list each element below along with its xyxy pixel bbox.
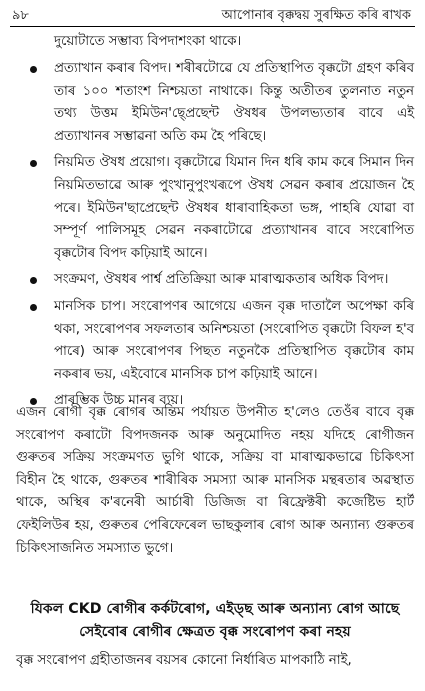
page-number: ৯৮ bbox=[12, 8, 29, 23]
running-title: আপোনাৰ বৃক্কদ্বয় সুৰক্ষিত কৰি ৰাখক bbox=[221, 8, 411, 23]
bullet-icon bbox=[30, 304, 37, 311]
list-item-text: মানসিক চাপ। সংৰোপণৰ আগেয়ে এজন বৃক্ক দাতালৈ অপেক্ষা কৰি থকা, সংৰোপণৰ সফলতাৰ অনিশ্চয়তা (সংৰোপিত বৃক্কটো বিফল হ'ব পাৰে) আৰু সংৰোপণৰ পিছত নতুনকৈ প্ৰতিস্থাপিত বৃক্কটোৰ কাম নকৰাৰ ভয়, এইবোৰে মানসিক চাপ কঢ়িয়াই আনে। bbox=[54, 298, 414, 382]
list-item-text: প্ৰত্যাখান কৰাৰ বিপদ। শৰীৰটোৱে যে প্ৰতিস্থাপিত বৃক্কটো গ্ৰহণ কৰিব তাৰ ১০০ শতাংশ নিশ্চয়তা নাথাকে। কিন্তু অতীতৰ তুলনাত নতুন তথ্য উত্তম ইমিউন'ছ্প্ৰেছেন্ট ঔষধৰ উপলভ্যতাৰ বাবে এই প্ৰত্যাখানৰ সম্ভাৱনা অতি কম হৈ পৰিছে। bbox=[54, 61, 414, 144]
last-line-text: বৃক্ক সংৰোপণ গ্ৰহীতাজনৰ বয়সৰ কোনো নিৰ্ধাৰিত মাপকাঠি নাই, bbox=[16, 653, 352, 668]
body-paragraph: এজন ৰোগী বৃক্ক ৰোগৰ অন্তিম পৰ্যায়ত উপনীত হ'লেও তেওঁৰ বাবে বৃক্ক সংৰোপণ কৰাটো বিপদজনক আৰু অনুমোদিত নহয় যদিহে ৰোগীজন গুৰুতৰ সক্ৰিয় সংক্ৰমণত ভুগি থাকে, সক্ৰিয় বা মাৰাত্মকভাৱে চিকিৎসা বিহীন হৈ থাকে, গুৰুতৰ শাৰীৰিক সমস্যা আৰু মানসিক মন্থৰতাৰ অৱস্থাত থাকে, অস্থিৰ ক'ৰনেৰী আৰ্চাৰী ডিজিজ বা ৰিফ্ৰেক্টৰী কজেষ্টিভ হাৰ্ট ফেইলিউৰ হয়, গুৰুতৰ পেৰিফেৰেল ভাছকুলাৰ ৰোগ আৰু অন্যান্য গুৰুতৰ চিকিৎসাজনিত সমস্যাত ভুগে। bbox=[16, 405, 414, 556]
list-item bbox=[20, 296, 414, 386]
bullet-icon bbox=[30, 277, 37, 284]
list-item-text: নিয়মিত ঔষধ প্ৰয়োগ। বৃক্কটোৱে যিমান দিন ধৰি কাম কৰে সিমান দিন নিয়মিতভাৱে আৰু পুংখানুপুংখৰূপে ঔষধ সেৱন কৰাৰ প্ৰয়োজন হৈ পৰে। ইমিউন'ছাপ্ৰেছেন্ট ঔষধৰ ধাৰাবাহিকতা ভঙ্গ, পাহৰি যোৱা বা সম্পূৰ্ণ পালিসমূহ সেৱন নকৰাটোৱে প্ৰত্যাখানৰ বাবে সংৰোপিত বৃক্কটোৰ বিপদ কঢ়িয়াই আনে। bbox=[54, 155, 414, 261]
list-item bbox=[20, 269, 414, 292]
list-item-text: সংক্ৰমণ, ঔষধৰ পাৰ্শ্ব প্ৰতিক্ৰিয়া আৰু মাৰাত্মকতাৰ অধিক বিপদ। bbox=[54, 272, 389, 288]
list-item bbox=[20, 152, 414, 265]
risk-list bbox=[20, 58, 414, 417]
list-item bbox=[20, 58, 414, 148]
bullet-icon bbox=[30, 66, 37, 73]
bullet-icon bbox=[30, 160, 37, 167]
page-header bbox=[10, 6, 415, 27]
continuation-text: দুয়োটাতে সম্ভাব্য বিপদাশংকা থাকে। bbox=[54, 34, 242, 49]
section-heading: যিকল CKD ৰোগীৰ কৰ্কটৰোগ, এইড্ছ আৰু অন্যান্য ৰোগ আছে সেইবোৰ ৰোগীৰ ক্ষেত্ৰত বৃক্ক সংৰোপণ কৰা নহয় bbox=[30, 601, 400, 640]
list-item-text: প্ৰাৰম্ভিক উচ্চ মানৰ ব্যয়। bbox=[54, 393, 184, 409]
